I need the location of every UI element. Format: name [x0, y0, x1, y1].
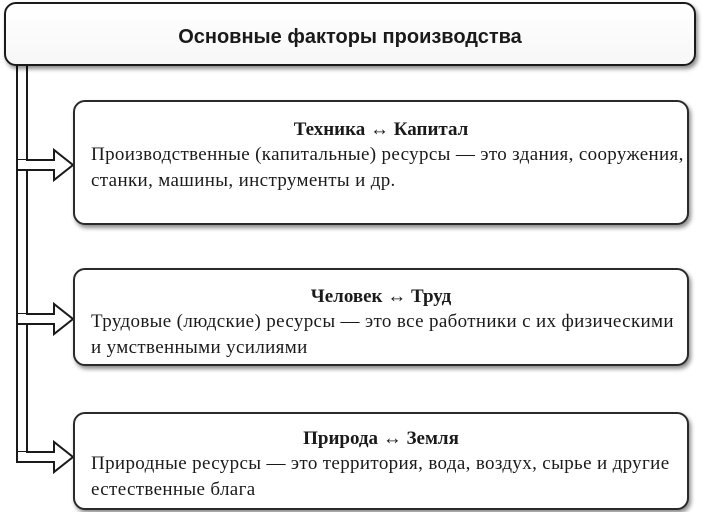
factor-box-human — [73, 268, 689, 366]
factor-box-nature — [73, 412, 689, 510]
factor-title-human: Человек ↔ Труд — [310, 286, 452, 307]
arrow-to-technique — [17, 150, 73, 180]
header-title: Основные факторы производства — [178, 26, 522, 48]
factor-description-human: Трудовые (людские) ресурсы — это все работники с их физическими и умственными усилиями — [91, 311, 674, 358]
arrow-to-human — [17, 304, 73, 334]
factor-title-technique: Техника ↔ Капитал — [293, 119, 469, 140]
arrow-to-nature — [17, 442, 73, 472]
header-box — [4, 2, 696, 66]
factor-description-technique: Производственные (капитальные) ресурсы — это здания, сооружения, станки, машины, инструменты и др. — [91, 144, 684, 191]
factor-box-technique — [73, 100, 689, 225]
factor-title-nature: Природа ↔ Земля — [303, 428, 459, 449]
factor-description-nature: Природные ресурсы — это территория, вода, воздух, сырье и другие естественные блага — [91, 453, 670, 500]
